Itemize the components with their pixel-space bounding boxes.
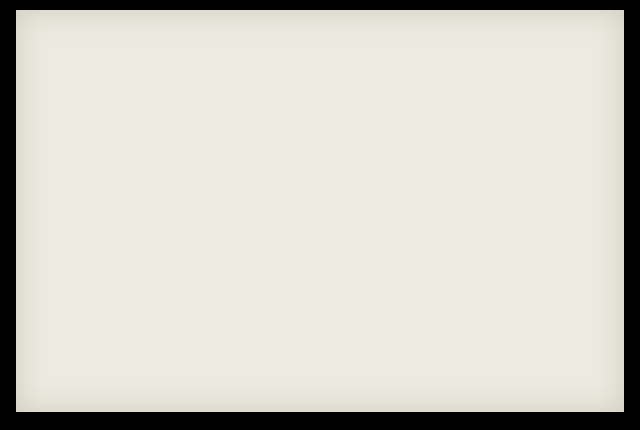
document-page	[16, 10, 624, 412]
